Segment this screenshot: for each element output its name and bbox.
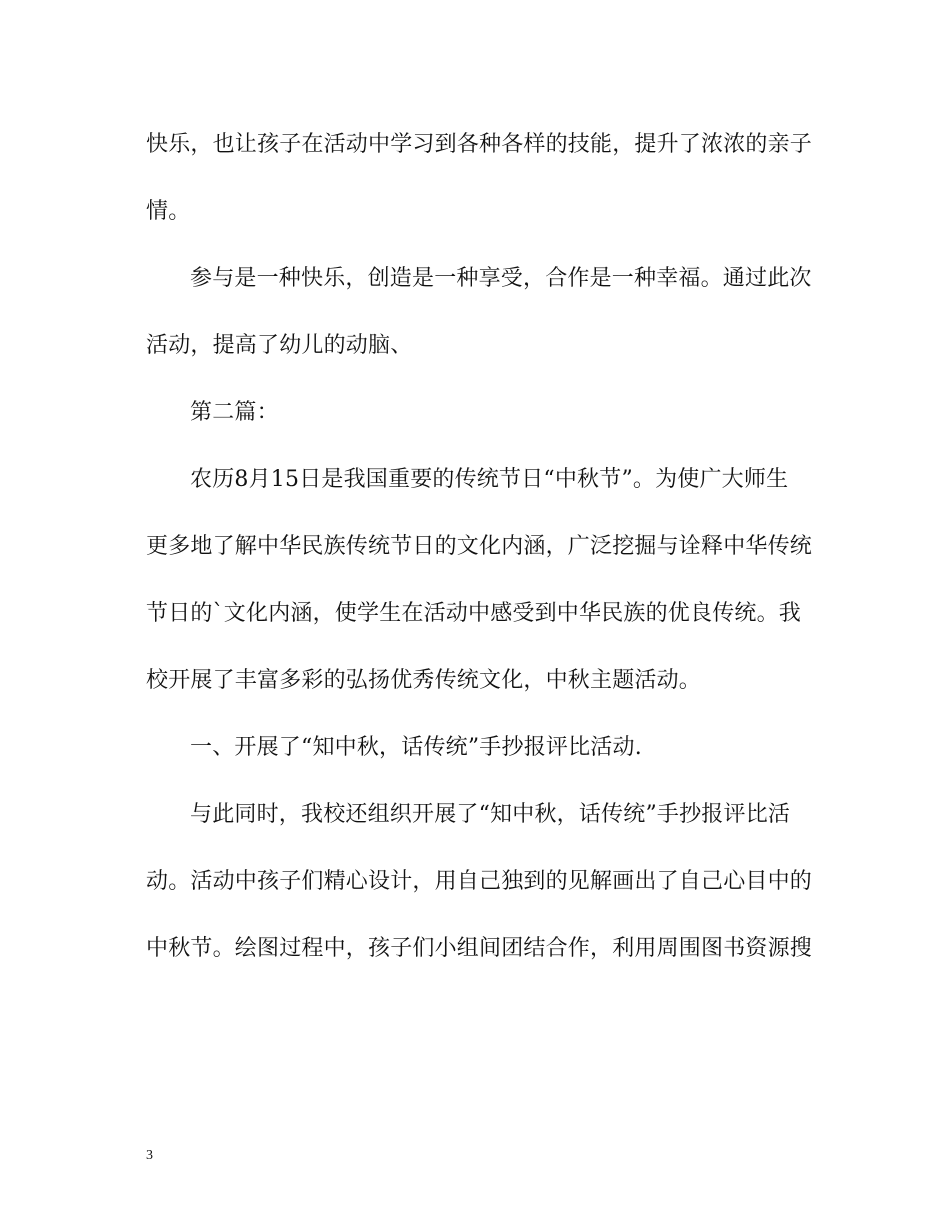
paragraph-start-line: 与此同时，我校还组织开展了“知中秋，话传统”手抄报评比活 <box>190 802 791 827</box>
text-line: 动。活动中孩子们精心设计，用自己独到的见解画出了自己心目中的 <box>146 869 813 894</box>
paragraph-start-line: 参与是一种快乐，创造是一种享受，合作是一种幸福。通过此次 <box>190 266 812 291</box>
text-line: 活动，提高了幼儿的动脑、 <box>146 333 413 358</box>
text-line: 更多地了解中华民族传统节日的文化内涵，广泛挖掘与诠释中华传统 <box>146 534 813 559</box>
text-line: 节日的`文化内涵，使学生在活动中感受到中华民族的优良传统。我 <box>146 601 802 626</box>
text-line: 快乐，也让孩子在活动中学习到各种各样的技能，提升了浓浓的亲子 <box>146 132 813 157</box>
text-line: 中秋节。绘图过程中，孩子们小组间团结合作，利用周围图书资源搜 <box>146 936 813 961</box>
page-number: 3 <box>146 1148 153 1163</box>
subsection-heading: 一、开展了“知中秋，话传统”手抄报评比活动. <box>190 735 642 760</box>
section-heading: 第二篇： <box>190 400 279 425</box>
text-line: 校开展了丰富多彩的弘扬优秀传统文化，中秋主题活动。 <box>146 668 702 693</box>
paragraph-start-line: 农历8月15日是我国重要的传统节日“中秋节”。为使广大师生 <box>190 467 789 492</box>
text-line: 情。 <box>146 199 191 224</box>
